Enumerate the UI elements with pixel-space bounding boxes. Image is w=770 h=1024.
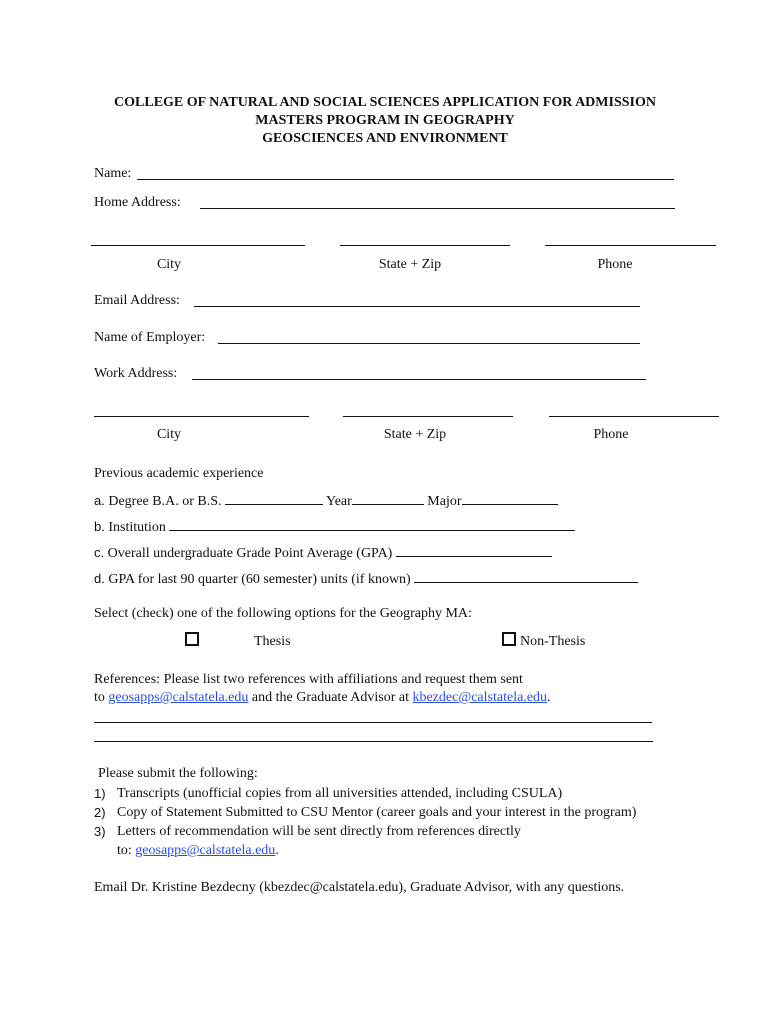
option-prompt: Select (check) one of the following options for the Geography MA: [94,606,472,621]
gpa-last-units-label: GPA for last 90 quarter (60 semester) units (if known) [108,572,411,587]
thesis-label: Thesis [254,634,291,649]
references-period: . [547,690,551,705]
gpa-last-units-row [94,570,638,588]
degree-field[interactable] [225,492,323,505]
references-line1: References: Please list two references with affiliations and request them sent [94,672,523,687]
references-line2 [94,690,551,706]
form-title-line2: MASTERS PROGRAM IN GEOGRAPHY [255,113,515,128]
footer-contact-text: Email Dr. Kristine Bezdecny (kbezdec@calstatela.edu), Graduate Advisor, with any questions. [94,880,625,895]
institution-label: Institution [108,520,166,535]
home-phone-label: Phone [597,257,633,272]
work-city-label: City [156,427,182,442]
institution-row [94,518,575,536]
employer-label: Name of Employer: [94,330,206,345]
geosapps-email-link[interactable]: geosapps@calstatela.edu [108,690,249,705]
gpa-label: Overall undergraduate Grade Point Average (GPA) [107,546,393,561]
gpa-last-units-field[interactable] [414,570,638,583]
email-field[interactable] [194,306,640,307]
non-thesis-label: Non-Thesis [520,634,586,649]
home-address-field[interactable] [200,208,675,209]
submit-item-3-continuation [117,843,279,859]
submit-item-1-text: Transcripts (unofficial copies from all universities attended, including CSULA) [117,786,563,801]
work-state-zip-field[interactable] [343,416,513,417]
submit-item-3-period: . [275,843,279,858]
submit-item-3-text: Letters of recommendation will be sent directly from references directly [117,824,521,839]
degree-row [94,492,558,510]
submit-item-2-num: 2) [94,805,106,820]
degree-label: Degree B.A. or B.S. [108,494,222,509]
item-b-prefix: b. [94,519,105,534]
year-label: Year [325,494,352,509]
employer-field[interactable] [218,343,640,344]
thesis-checkbox[interactable] [185,632,199,646]
home-address-label: Home Address: [94,195,181,210]
submit-item-3-to: to: [117,843,132,858]
item-a-prefix: a. [94,493,105,508]
submit-geosapps-email-link[interactable]: geosapps@calstatela.edu [135,843,276,858]
year-field[interactable] [352,492,424,505]
item-c-prefix: c. [94,545,105,560]
submit-item-2-text: Copy of Statement Submitted to CSU Mentor (career goals and your interest in the program) [117,805,637,820]
advisor-email-link[interactable]: kbezdec@calstatela.edu [412,690,548,705]
home-state-zip-field[interactable] [340,245,510,246]
work-state-zip-label: State + Zip [383,427,447,442]
gpa-row [94,544,552,562]
reference-1-field[interactable] [94,722,652,723]
submit-item-1-num: 1) [94,786,106,801]
work-city-field[interactable] [94,416,309,417]
major-field[interactable] [462,492,558,505]
references-middle: and the Graduate Advisor at [251,690,409,705]
home-city-field[interactable] [91,245,305,246]
institution-field[interactable] [169,518,575,531]
submit-heading: Please submit the following: [98,766,258,781]
work-phone-field[interactable] [549,416,719,417]
work-phone-label: Phone [593,427,629,442]
name-field[interactable] [137,179,674,180]
academic-heading: Previous academic experience [94,466,264,481]
form-title-line1: COLLEGE OF NATURAL AND SOCIAL SCIENCES APPLICATION FOR ADMISSION [114,95,656,110]
email-label: Email Address: [94,293,180,308]
major-label: Major [427,494,462,509]
work-address-field[interactable] [192,379,646,380]
item-d-prefix: d. [94,571,105,586]
work-address-label: Work Address: [94,366,178,381]
non-thesis-checkbox[interactable] [502,632,516,646]
home-phone-field[interactable] [545,245,716,246]
name-label: Name: [94,166,132,181]
form-title-line3: GEOSCIENCES AND ENVIRONMENT [262,131,508,146]
home-city-label: City [156,257,182,272]
reference-2-field[interactable] [94,741,653,742]
submit-item-3-num: 3) [94,824,106,839]
references-to: to [94,690,105,705]
gpa-field[interactable] [396,544,552,557]
home-state-zip-label: State + Zip [378,257,442,272]
